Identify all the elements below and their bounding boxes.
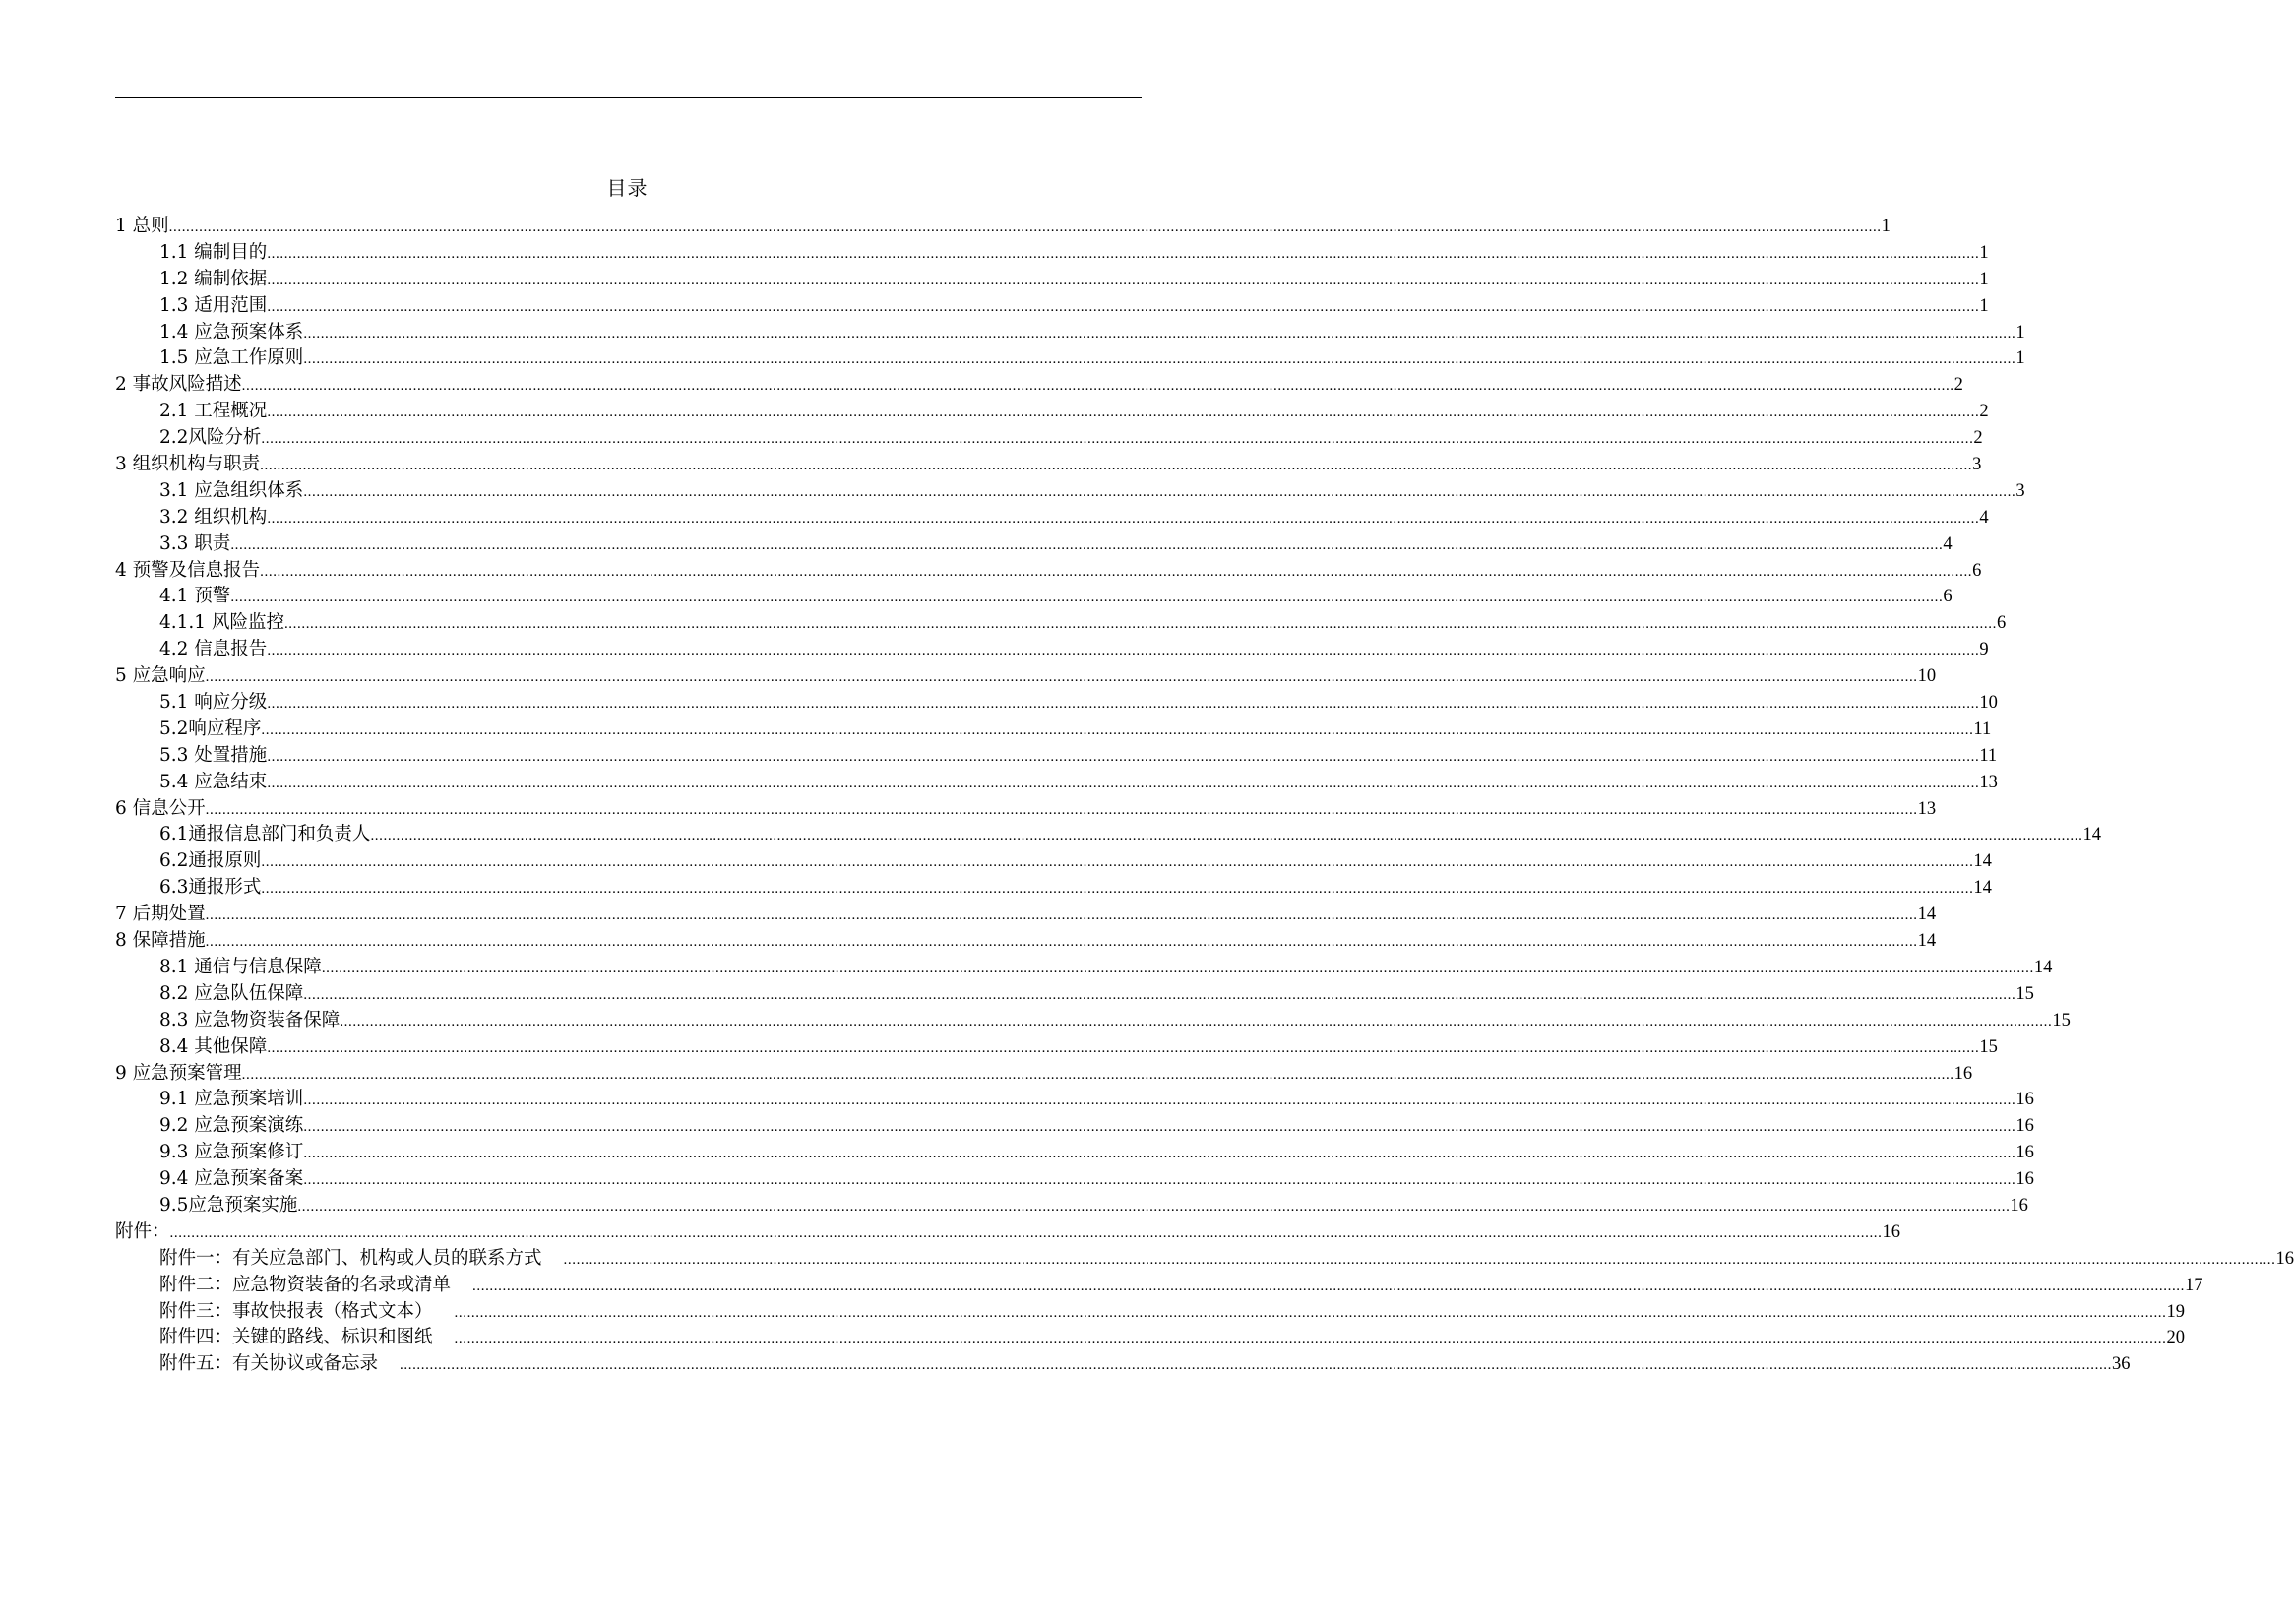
toc-page-number: 1 <box>1979 295 1989 316</box>
toc-entry[interactable] <box>115 372 1963 399</box>
toc-entry-title: 3.1 应急组织体系 <box>159 479 304 501</box>
toc-page-number: 16 <box>2275 1248 2294 1269</box>
toc-dot-leader: ................................................................................................................................................................................................................................................................................................................................................................................................................ <box>267 298 1980 315</box>
toc-entry[interactable] <box>115 1061 1973 1088</box>
toc-page-number: 16 <box>2015 1090 2034 1110</box>
toc-entry-title: 3.2 组织机构 <box>159 506 268 528</box>
toc-entry-title: 1.3 适用范围 <box>159 294 268 316</box>
toc-entry-title: 8 保障措施 <box>115 930 206 952</box>
toc-page-number: 14 <box>1973 878 1992 899</box>
toc-entry[interactable] <box>115 637 1989 663</box>
toc-entry[interactable] <box>115 981 2034 1008</box>
toc-page-number: 14 <box>1973 851 1992 872</box>
toc-page-number: 16 <box>1882 1221 1901 1242</box>
toc-dot-leader: ................................................................................................................................................................................................................................................................................................................................................................................................................ <box>267 696 1980 713</box>
toc-page-number: 4 <box>1979 507 1989 528</box>
toc-page-number: 11 <box>1979 745 1998 766</box>
toc-page-number: 16 <box>2015 1116 2034 1137</box>
toc-dot-leader: ................................................................................................................................................................................................................................................................................................................................................................................................................ <box>303 325 2016 342</box>
toc-entry-title: 4.1.1 风险监控 <box>159 612 284 634</box>
toc-dot-leader: ................................................................................................................................................................................................................................................................................................................................................................................................................ <box>241 1066 1954 1083</box>
toc-entry[interactable] <box>115 796 1937 823</box>
toc-dot-leader: ................................................................................................................................................................................................................................................................................................................................................................................................................ <box>303 483 2016 500</box>
toc-entry[interactable] <box>115 1325 2186 1351</box>
toc-entry[interactable] <box>115 1008 2071 1034</box>
toc-page-number: 1 <box>2015 348 2025 369</box>
toc-page-number: 15 <box>2052 1010 2071 1031</box>
toc-page-number: 2 <box>1973 428 1983 449</box>
toc-entry-title: 9 应急预案管理 <box>115 1062 242 1084</box>
toc-entry-title: 3.3 职责 <box>159 532 231 554</box>
toc-dot-leader: ................................................................................................................................................................................................................................................................................................................................................................................................................ <box>303 986 2016 1003</box>
toc-page-number: 9 <box>1979 640 1989 660</box>
toc-dot-leader: ................................................................................................................................................................................................................................................................................................................................................................................................................ <box>321 960 2034 976</box>
toc-entry[interactable] <box>115 717 1992 743</box>
toc-dot-leader: ................................................................................................................................................................................................................................................................................................................................................................................................................ <box>303 1093 2016 1109</box>
toc-entry-title: 8.2 应急队伍保障 <box>159 982 304 1004</box>
toc-dot-leader: ................................................................................................................................................................................................................................................................................................................................................................................................................ <box>205 669 1918 686</box>
toc-entry[interactable] <box>115 743 1998 770</box>
toc-dot-leader: ................................................................................................................................................................................................................................................................................................................................................................................................................ <box>261 721 1974 738</box>
toc-dot-leader: ................................................................................................................................................................................................................................................................................................................................................................................................................ <box>261 431 1974 448</box>
toc-entry-title: 2.1 工程概况 <box>159 401 268 422</box>
toc-entry-title: 5.1 响应分级 <box>159 692 268 714</box>
toc-title: 目录 <box>606 176 649 200</box>
toc-entry[interactable] <box>115 584 1953 610</box>
toc-entry[interactable] <box>115 478 2025 505</box>
toc-entry-title: 附件一：有关应急部门、机构或人员的联系方式 <box>159 1247 542 1269</box>
toc-page-number: 16 <box>1953 1063 1973 1084</box>
toc-entry-title: 附件五：有关协议或备忘录 <box>159 1353 379 1375</box>
toc-page-number: 6 <box>1996 613 2007 634</box>
toc-dot-leader: ................................................................................................................................................................................................................................................................................................................................................................................................................ <box>454 1304 2167 1321</box>
toc-page-number: 20 <box>2166 1328 2186 1348</box>
toc-page-number: 1 <box>1881 217 1891 236</box>
toc-entry-title: 4.1 预警 <box>159 586 231 607</box>
toc-entry[interactable] <box>115 505 1989 531</box>
toc-entry-title: 附件四：关键的路线、标识和图纸 <box>159 1327 433 1348</box>
toc-entry[interactable] <box>115 1246 2294 1273</box>
toc-entry-title: 9.3 应急预案修订 <box>159 1142 304 1163</box>
toc-page-number: 4 <box>1943 533 1953 554</box>
toc-dot-leader: ................................................................................................................................................................................................................................................................................................................................................................................................................ <box>205 801 1918 818</box>
toc-entry[interactable] <box>115 848 1992 875</box>
toc-entry-title: 4.2 信息报告 <box>159 639 268 660</box>
toc-entry-title: 2.2风险分析 <box>159 427 262 449</box>
toc-dot-leader: ................................................................................................................................................................................................................................................................................................................................................................................................................ <box>267 245 1980 262</box>
toc-entry[interactable] <box>115 1193 2028 1219</box>
toc-entry[interactable] <box>115 955 2053 981</box>
toc-dot-leader: ................................................................................................................................................................................................................................................................................................................................................................................................................ <box>205 934 1918 951</box>
toc-entry-title: 1 总则 <box>115 216 169 236</box>
toc-dot-leader: ................................................................................................................................................................................................................................................................................................................................................................................................................ <box>267 748 1980 765</box>
toc-entry[interactable] <box>115 1219 1901 1246</box>
toc-entry-title: 6 信息公开 <box>115 797 206 819</box>
toc-entry[interactable] <box>115 240 1989 267</box>
toc-dot-leader: ................................................................................................................................................................................................................................................................................................................................................................................................................ <box>261 854 1974 871</box>
toc-entry-title: 7 后期处置 <box>115 904 206 925</box>
toc-dot-leader: ................................................................................................................................................................................................................................................................................................................................................................................................................ <box>303 1172 2016 1189</box>
toc-entry[interactable] <box>115 345 2025 372</box>
toc-page-number: 16 <box>2010 1195 2028 1216</box>
toc-page-number: 11 <box>1973 718 1992 739</box>
toc-entry-title: 8.4 其他保障 <box>159 1035 268 1057</box>
toc-entry[interactable] <box>115 1273 2203 1299</box>
toc-dot-leader: ................................................................................................................................................................................................................................................................................................................................................................................................................ <box>400 1357 2113 1374</box>
toc-page-number: 10 <box>1979 693 1998 714</box>
toc-dot-leader: ................................................................................................................................................................................................................................................................................................................................................................................................................ <box>267 1039 1980 1056</box>
toc-entry[interactable] <box>115 452 1982 478</box>
toc-entry-title: 9.2 应急预案演练 <box>159 1115 304 1137</box>
toc-dot-leader: ................................................................................................................................................................................................................................................................................................................................................................................................................ <box>370 828 2083 844</box>
toc-page-number: 1 <box>2015 322 2025 343</box>
toc-entry-title: 6.1通报信息部门和负责人 <box>159 824 371 845</box>
toc-dot-leader: ................................................................................................................................................................................................................................................................................................................................................................................................................ <box>261 881 1974 898</box>
toc-entry-title: 附件二：应急物资装备的名录或清单 <box>159 1274 452 1295</box>
toc-dot-leader: ................................................................................................................................................................................................................................................................................................................................................................................................................ <box>454 1331 2167 1347</box>
toc-entry[interactable] <box>115 1299 2186 1326</box>
toc-page-number: 14 <box>2033 957 2053 977</box>
toc-dot-leader: ................................................................................................................................................................................................................................................................................................................................................................................................................ <box>267 510 1980 527</box>
toc-entry[interactable] <box>115 558 1982 585</box>
toc-entry-title: 4 预警及信息报告 <box>115 559 261 581</box>
toc-dot-leader: ................................................................................................................................................................................................................................................................................................................................................................................................................ <box>283 616 1997 633</box>
toc-entry[interactable] <box>115 531 1953 558</box>
toc-page-number: 6 <box>1943 587 1953 607</box>
toc-dot-leader: ................................................................................................................................................................................................................................................................................................................................................................................................................ <box>267 775 1980 791</box>
toc-dot-leader: ................................................................................................................................................................................................................................................................................................................................................................................................................ <box>169 1224 1883 1241</box>
toc-entry[interactable] <box>115 690 1998 717</box>
toc-dot-leader: ................................................................................................................................................................................................................................................................................................................................................................................................................ <box>168 219 1882 235</box>
toc-entry-title: 3 组织机构与职责 <box>115 454 261 475</box>
toc-dot-leader: ................................................................................................................................................................................................................................................................................................................................................................................................................ <box>303 1146 2016 1162</box>
toc-dot-leader: ................................................................................................................................................................................................................................................................................................................................................................................................................ <box>230 590 1944 606</box>
toc-entry[interactable] <box>115 663 1937 690</box>
toc-dot-leader: ................................................................................................................................................................................................................................................................................................................................................................................................................ <box>267 405 1980 421</box>
toc-dot-leader: ................................................................................................................................................................................................................................................................................................................................................................................................................ <box>260 563 1973 580</box>
toc-entry[interactable] <box>115 770 1998 796</box>
toc-entry[interactable] <box>115 822 2101 848</box>
toc-entry-title: 附件三：事故快报表（格式文本） <box>159 1300 433 1322</box>
toc-entry[interactable] <box>115 320 2025 346</box>
toc-entry-title: 6.2通报原则 <box>159 850 262 872</box>
toc-dot-leader: ................................................................................................................................................................................................................................................................................................................................................................................................................ <box>260 458 1973 474</box>
toc-page-number: 16 <box>2015 1143 2034 1163</box>
toc-page-number: 14 <box>1917 905 1937 925</box>
toc-dot-leader: ................................................................................................................................................................................................................................................................................................................................................................................................................ <box>340 1013 2053 1030</box>
toc-dot-leader: ................................................................................................................................................................................................................................................................................................................................................................................................................ <box>230 536 1944 553</box>
toc-page-number: 15 <box>1979 1036 1998 1057</box>
toc-dot-leader: ................................................................................................................................................................................................................................................................................................................................................................................................................ <box>303 351 2016 368</box>
toc-dot-leader: ................................................................................................................................................................................................................................................................................................................................................................................................................ <box>267 643 1980 659</box>
toc-page-number: 19 <box>2166 1301 2186 1322</box>
table-of-contents <box>115 214 2294 1378</box>
toc-page-number: 36 <box>2112 1354 2131 1375</box>
toc-dot-leader: ................................................................................................................................................................................................................................................................................................................................................................................................................ <box>205 907 1918 924</box>
toc-entry-title: 1.1 编制目的 <box>159 241 268 263</box>
toc-page-number: 16 <box>2015 1169 2034 1190</box>
toc-dot-leader: ................................................................................................................................................................................................................................................................................................................................................................................................................ <box>303 1119 2016 1136</box>
toc-entry[interactable] <box>115 1351 2131 1378</box>
toc-entry[interactable] <box>115 399 1989 425</box>
toc-entry-title: 8.3 应急物资装备保障 <box>159 1009 341 1031</box>
toc-entry[interactable] <box>115 610 2007 637</box>
toc-page-number: 15 <box>2015 983 2034 1004</box>
toc-dot-leader: ................................................................................................................................................................................................................................................................................................................................................................................................................ <box>563 1251 2276 1268</box>
toc-page-number: 6 <box>1972 560 1982 581</box>
toc-entry[interactable] <box>115 214 1891 240</box>
toc-entry[interactable] <box>115 293 1989 320</box>
toc-page-number: 10 <box>1917 666 1937 687</box>
toc-entry[interactable] <box>115 875 1992 902</box>
toc-page-number: 2 <box>1979 402 1989 422</box>
toc-entry-title: 5.4 应急结束 <box>159 771 268 792</box>
header-rule <box>115 97 1142 98</box>
toc-entry[interactable] <box>115 1113 2034 1140</box>
toc-entry-title: 1.2 编制依据 <box>159 268 268 289</box>
toc-entry[interactable] <box>115 928 1937 955</box>
toc-page-number: 2 <box>1953 375 1963 396</box>
toc-entry-title: 8.1 通信与信息保障 <box>159 956 322 977</box>
toc-dot-leader: ................................................................................................................................................................................................................................................................................................................................................................................................................ <box>297 1198 2011 1215</box>
toc-entry[interactable] <box>115 1166 2034 1193</box>
toc-entry-title: 1.5 应急工作原则 <box>159 347 304 369</box>
toc-dot-leader: ................................................................................................................................................................................................................................................................................................................................................................................................................ <box>472 1278 2186 1294</box>
toc-entry-title: 2 事故风险描述 <box>115 374 242 396</box>
toc-page-number: 14 <box>2082 825 2101 845</box>
toc-entry[interactable] <box>115 1087 2034 1113</box>
toc-entry[interactable] <box>115 425 1983 452</box>
toc-entry[interactable] <box>115 1034 1998 1061</box>
toc-entry-title: 5.3 处置措施 <box>159 744 268 766</box>
toc-dot-leader: ................................................................................................................................................................................................................................................................................................................................................................................................................ <box>241 378 1954 395</box>
toc-entry-title: 9.4 应急预案备案 <box>159 1168 304 1190</box>
toc-entry[interactable] <box>115 267 1989 293</box>
toc-entry-title: 5 应急响应 <box>115 665 206 687</box>
toc-entry-title: 9.5应急预案实施 <box>159 1194 298 1216</box>
toc-page-number: 13 <box>1979 772 1998 792</box>
toc-entry-title: 1.4 应急预案体系 <box>159 321 304 343</box>
toc-page-number: 13 <box>1917 798 1937 819</box>
toc-page-number: 1 <box>1979 242 1989 263</box>
toc-page-number: 3 <box>1972 455 1982 475</box>
toc-dot-leader: ................................................................................................................................................................................................................................................................................................................................................................................................................ <box>267 272 1980 288</box>
toc-entry-title: 9.1 应急预案培训 <box>159 1089 304 1110</box>
toc-page-number: 14 <box>1917 931 1937 952</box>
toc-entry-title: 5.2响应程序 <box>159 718 262 739</box>
toc-page-number: 1 <box>1979 269 1989 289</box>
toc-page-number: 17 <box>2185 1275 2203 1295</box>
toc-entry[interactable] <box>115 902 1937 928</box>
toc-entry[interactable] <box>115 1140 2034 1166</box>
toc-entry-title: 附件： <box>115 1220 170 1242</box>
toc-entry-title: 6.3通报形式 <box>159 877 262 899</box>
toc-page-number: 3 <box>2015 480 2025 501</box>
